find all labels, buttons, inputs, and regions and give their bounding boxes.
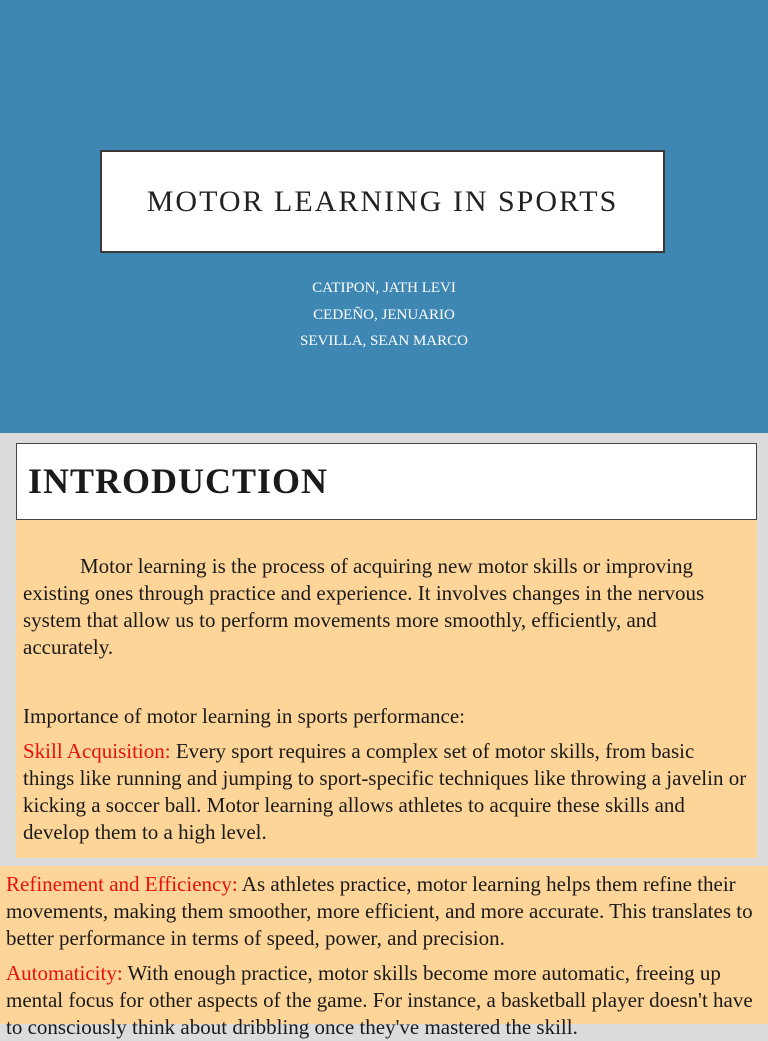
slide-title: MOTOR LEARNING IN SPORTS: [146, 184, 619, 218]
skill-acquisition-label: Skill Acquisition:: [23, 739, 171, 763]
introduction-body: [16, 520, 757, 858]
authors-list: [0, 275, 768, 355]
automaticity-item: [6, 960, 762, 1041]
refinement-item: [6, 871, 762, 952]
introduction-heading: INTRODUCTION: [28, 461, 329, 501]
author-name: SEVILLA, SEAN MARCO: [300, 333, 468, 349]
continued-body: [0, 866, 768, 1039]
skill-acquisition-item: [23, 738, 749, 846]
refinement-label: Refinement and Efficiency:: [6, 872, 238, 896]
skill-acquisition-text: Every sport requires a complex set of motor skills, from basic things like running and jumping to sport-specific techniques like throwing a javelin or kicking a soccer ball. Motor learning allows athletes to acquire these skills and develop them to a high level.: [23, 739, 747, 844]
title-slide: [0, 0, 768, 433]
refinement-text: As athletes practice, motor learning helps them refine their movements, making them smoother, more efficient, and more accurate. This translates to better performance in terms of speed, power, and precision.: [6, 872, 753, 950]
importance-heading: Importance of motor learning in sports performance:: [23, 704, 466, 728]
automaticity-label: Automaticity:: [6, 961, 123, 985]
automaticity-text: With enough practice, motor skills become more automatic, freeing up mental focus for other aspects of the game. For instance, a basketball player doesn't have to consciously think about dribbling once they've mastered the skill.: [6, 961, 753, 1039]
author-name: CATIPON, JATH LEVI: [312, 280, 456, 296]
title-box: [100, 150, 665, 253]
introduction-heading-box: [16, 443, 757, 520]
slide-divider: [0, 858, 768, 866]
introduction-paragraph: Motor learning is the process of acquiring new motor skills or improving existing ones through practice and experience. It involves changes in the nervous system that allow us to perform movements more smoothly, efficiently, and accurately.: [23, 554, 705, 659]
author-name: CEDEÑO, JENUARIO: [313, 306, 455, 323]
